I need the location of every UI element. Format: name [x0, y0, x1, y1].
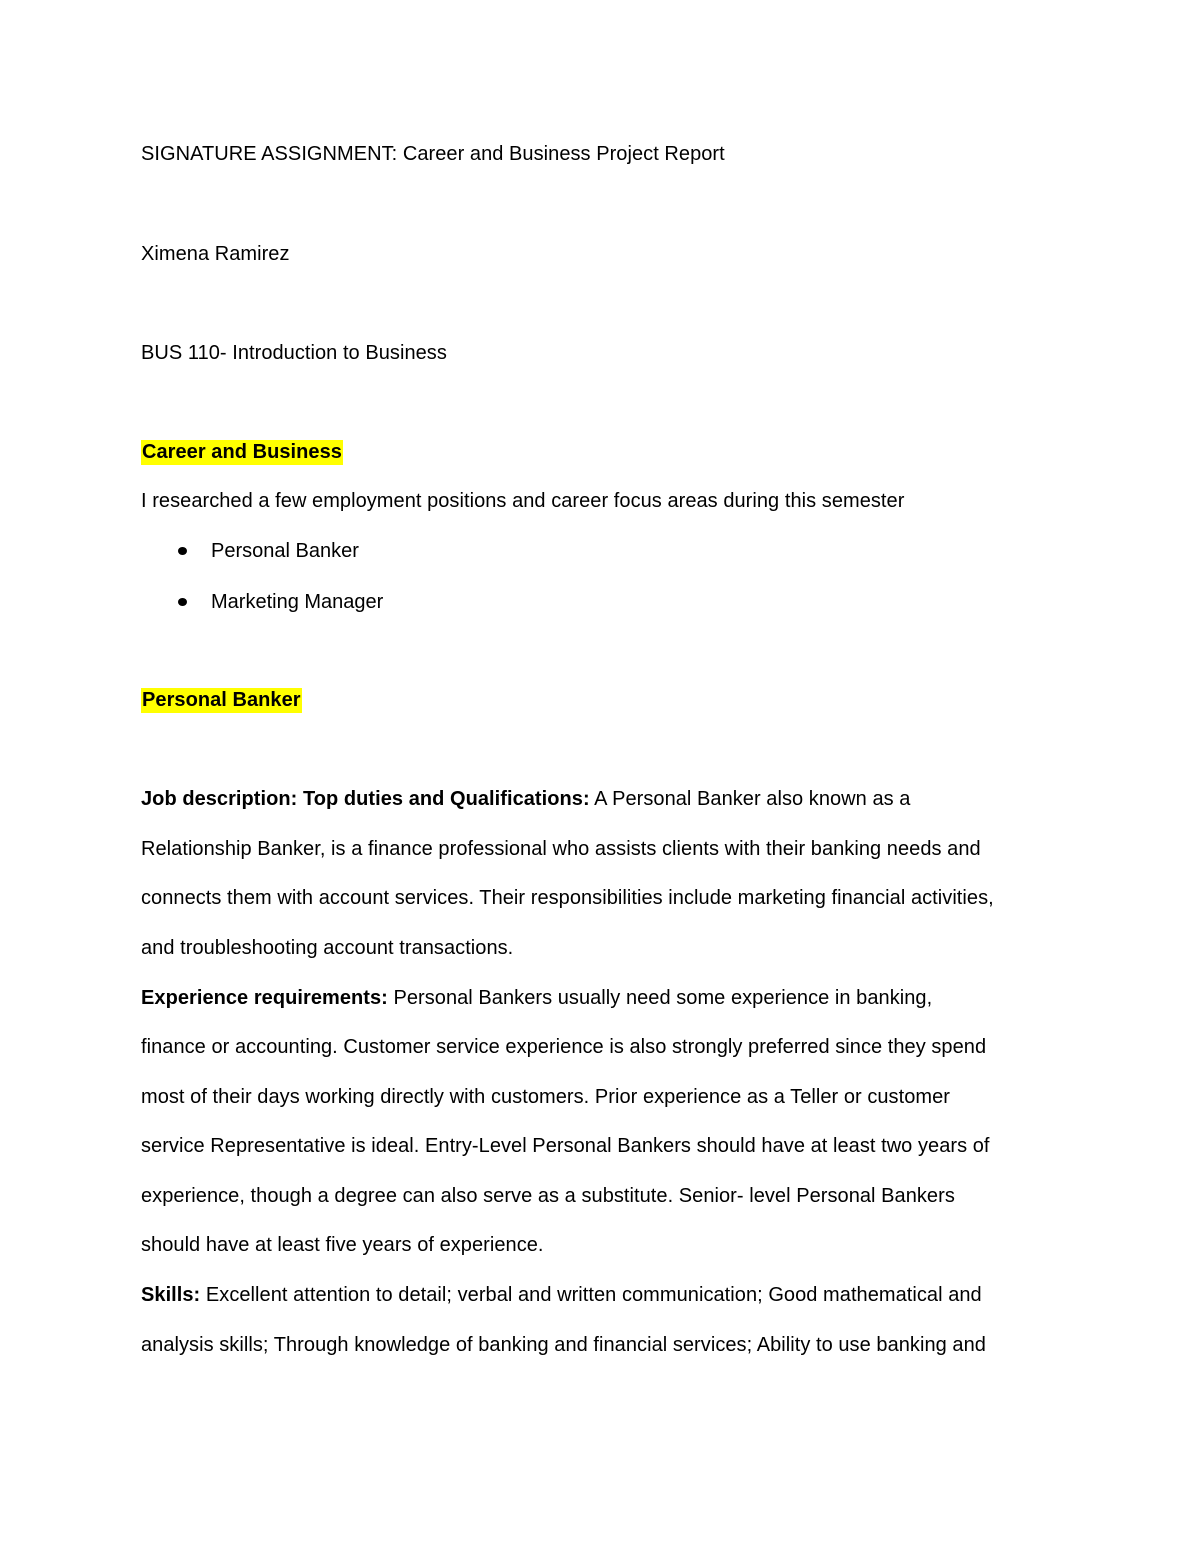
bullet-icon — [178, 547, 187, 555]
experience-label: Experience requirements: — [141, 987, 388, 1009]
experience-line-5: experience, though a degree can also serve as a substitute. Senior- level Personal Bankers — [141, 1185, 955, 1207]
list-item-text: Personal Banker — [211, 540, 359, 562]
section-heading-career — [141, 439, 343, 465]
experience-text: Personal Bankers usually need some experience in banking, — [387, 987, 933, 1009]
job-description-line-1 — [141, 786, 910, 812]
job-description-line-2: Relationship Banker, is a finance professional who assists clients with their banking needs and — [141, 838, 981, 860]
course-name: BUS 110- Introduction to Business — [141, 342, 447, 364]
skills-line-2: analysis skills; Through knowledge of banking and financial services; Ability to use banking and — [141, 1334, 986, 1356]
experience-line-6: should have at least five years of experience. — [141, 1234, 544, 1256]
experience-line-3: most of their days working directly with customers. Prior experience as a Teller or customer — [141, 1086, 950, 1108]
list-item-text: Marketing Manager — [211, 591, 384, 613]
skills-label: Skills: — [141, 1284, 201, 1306]
job-description-label: Job description: Top duties and Qualifications: — [141, 788, 590, 810]
bullet-icon — [178, 598, 187, 606]
document-title: SIGNATURE ASSIGNMENT: Career and Business Project Report — [141, 143, 725, 165]
experience-line-4: service Representative is ideal. Entry-Level Personal Bankers should have at least two years of — [141, 1135, 990, 1157]
experience-line-2: finance or accounting. Customer service experience is also strongly preferred since they spend — [141, 1036, 987, 1058]
author-name: Ximena Ramirez — [141, 243, 290, 265]
career-intro-text: I researched a few employment positions and career focus areas during this semester — [141, 490, 905, 512]
job-description-line-4: and troubleshooting account transactions. — [141, 937, 514, 959]
section-heading-banker — [141, 687, 302, 713]
banker-heading-highlight: Personal Banker — [142, 689, 301, 711]
skills-line-1 — [141, 1282, 982, 1308]
skills-text: Excellent attention to detail; verbal and written communication; Good mathematical and — [200, 1284, 982, 1306]
career-heading-highlight: Career and Business — [142, 441, 342, 463]
job-description-text: A Personal Banker also known as a — [589, 788, 911, 810]
experience-line-1 — [141, 985, 932, 1011]
job-description-line-3: connects them with account services. Their responsibilities include marketing financial activities, — [141, 887, 994, 909]
